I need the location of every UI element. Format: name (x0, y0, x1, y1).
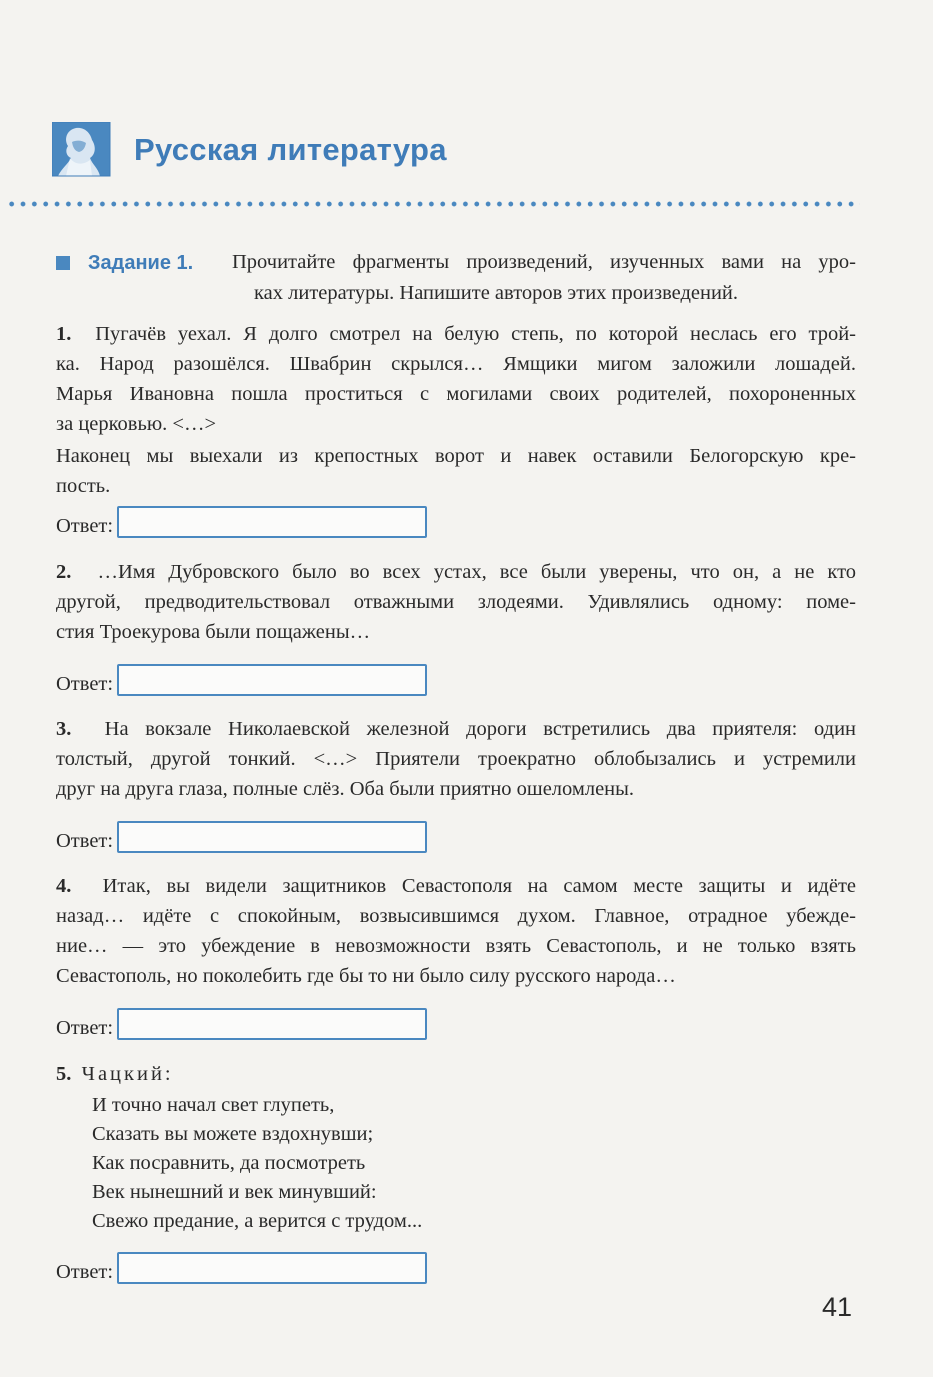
excerpt-line: друг на друга глаза, полные слёз. Оба были приятно ошеломлены. (56, 778, 635, 800)
task-text-line: ках литературы. Напишите авторов этих произведений. (254, 282, 739, 304)
excerpt-number: 5. (56, 1063, 72, 1085)
task-text-line: Прочитайте фрагменты произведений, изученных вами на уро- (232, 251, 856, 273)
poem-lines (92, 1091, 422, 1236)
answer-field[interactable] (117, 821, 427, 853)
portrait-icon (52, 122, 112, 178)
task-label: Задание 1. (88, 252, 194, 274)
answer-field[interactable] (117, 1008, 427, 1040)
answer-label: Ответ: (56, 515, 114, 537)
speaker-name: Чацкий: (81, 1063, 174, 1085)
answer-row-1 (56, 502, 427, 538)
excerpt-line (56, 1059, 856, 1089)
excerpt-line: Севастополь, но поколебить где бы то ни было силу русского народа… (56, 965, 676, 987)
poem-line: И точно начал свет глупеть, (92, 1094, 335, 1116)
excerpt-line: стия Троекурова были пощажены… (56, 621, 371, 643)
excerpt-line: за церковью. <…> (56, 413, 217, 435)
answer-label: Ответ: (56, 673, 114, 695)
excerpt-line: назад… идёте с спокойным, возвысившимся духом. Главное, отрадное убежде- (56, 905, 856, 927)
poem-line: Свежо предание, а верится с трудом... (92, 1210, 423, 1232)
excerpt-3 (56, 714, 856, 804)
answer-row-5 (56, 1248, 427, 1284)
answer-field[interactable] (117, 664, 427, 696)
answer-label: Ответ: (56, 830, 114, 852)
excerpt-line: 4. Итак, вы видели защитников Севастополя на самом месте защиты и идёте (56, 875, 857, 897)
answer-field[interactable] (117, 1252, 427, 1284)
excerpt-number: 4. (56, 875, 72, 897)
square-bullet-icon (56, 256, 70, 270)
excerpt-1 (56, 319, 856, 501)
answer-row-4 (56, 1004, 427, 1040)
excerpt-line: 3. На вокзале Николаевской железной дороги встретились два приятеля: один (56, 718, 857, 740)
excerpt-line: ка. Народ разошёлся. Швабрин скрылся… Ямщики мигом заложили лошадей. (56, 353, 856, 375)
task-instructions (232, 247, 856, 309)
excerpt-number: 1. (56, 323, 72, 345)
section-header (52, 122, 447, 178)
excerpt-2 (56, 557, 856, 647)
excerpt-line: 1. Пугачёв уехал. Я долго смотрел на белую степь, по которой неслась его трой- (56, 323, 857, 345)
excerpt-line: 2. …Имя Дубровского было во всех устах, все были уверены, что он, а не кто (56, 561, 857, 583)
excerpt-line: Марья Ивановна пошла проститься с могилами своих родителей, похороненных (56, 383, 856, 405)
excerpt-line: Наконец мы выехали из крепостных ворот и навек оставили Белогорскую кре- (56, 445, 856, 467)
excerpt-line: пость. (56, 475, 111, 497)
poem-line: Сказать вы можете вздохнувши; (92, 1123, 374, 1145)
excerpt-number: 3. (56, 718, 72, 740)
excerpt-4 (56, 871, 856, 991)
excerpt-5 (56, 1059, 856, 1089)
poem-line: Век нынешний и век минувший: (92, 1181, 377, 1203)
excerpt-line: другой, предводительствовал отважными злодеями. Удивлялись одному: поме- (56, 591, 856, 613)
answer-row-3 (56, 817, 427, 853)
excerpt-line: толстый, другой тонкий. <…> Приятели троекратно облобызались и устремили (56, 748, 856, 770)
dotted-divider (6, 200, 860, 208)
page-title: Русская литература (134, 132, 447, 167)
answer-field[interactable] (117, 506, 427, 538)
excerpt-line: ние… — это убеждение в невозможности взять Севастополь, и не только взять (56, 935, 856, 957)
page-number: 41 (822, 1292, 853, 1322)
poem-line: Как посравнить, да посмотреть (92, 1152, 366, 1174)
excerpt-number: 2. (56, 561, 72, 583)
answer-row-2 (56, 660, 427, 696)
answer-label: Ответ: (56, 1261, 114, 1283)
answer-label: Ответ: (56, 1017, 114, 1039)
